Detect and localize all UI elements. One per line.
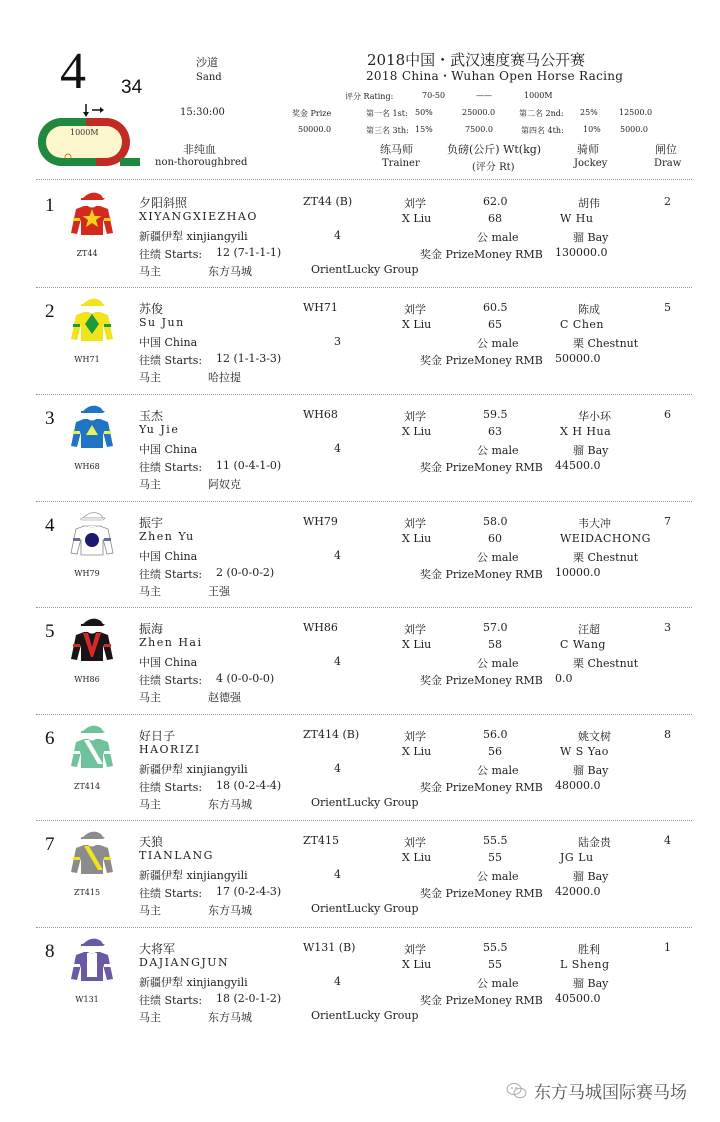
jockey-cn: 姚文树: [578, 730, 611, 743]
prize-money-label: 奖金 PrizeMoney RMB: [420, 461, 543, 474]
col-trainer-cn: 练马师: [380, 143, 413, 156]
horse-name-cn: 天狼: [139, 835, 164, 849]
trainer-en: X Liu: [402, 212, 432, 225]
horse-color: 栗 Chestnut: [573, 657, 639, 670]
prize-3-amount: 7500.0: [465, 125, 493, 134]
jockey-silk-icon: [70, 722, 114, 776]
class-cn: 非纯血: [183, 143, 216, 156]
prize-2-label: 第二名 2nd:: [519, 109, 564, 118]
silk-code: WH68: [74, 462, 100, 471]
entry-divider: [36, 394, 692, 395]
jockey-cn: 胡伟: [578, 197, 600, 210]
horse-sex: 公 male: [477, 977, 519, 990]
weight: 56.0: [483, 728, 508, 741]
rating: 60: [488, 532, 502, 545]
horse-sex: 公 male: [477, 551, 519, 564]
horse-name-en: Yu Jie: [139, 423, 180, 436]
trainer-cn: 刘学: [404, 410, 426, 423]
starts-value: 12 (1-1-3-3): [216, 352, 282, 365]
silk-code: ZT414: [73, 782, 101, 791]
silk-code: ZT415: [73, 888, 101, 897]
rating: 55: [488, 958, 502, 971]
starts-label: 往绩 Starts:: [139, 568, 203, 581]
col-weight-cn: 负磅(公斤) Wt(kg): [447, 143, 542, 156]
horse-sex: 公 male: [477, 764, 519, 777]
horse-origin: 新疆伊犁 xinjiangyili: [139, 869, 248, 882]
footer-brand: [506, 1078, 687, 1105]
jockey-silk-icon: [70, 295, 114, 349]
prize-money-value: 10000.0: [555, 566, 601, 579]
entry-number: 8: [45, 941, 55, 962]
jockey-en: L Sheng: [560, 958, 610, 971]
weight: 62.0: [483, 195, 508, 208]
horse-name-en: Zhen Hai: [139, 636, 203, 649]
class-en: non-thoroughbred: [155, 157, 248, 168]
prize-2-amount: 12500.0: [619, 108, 653, 117]
starts-value: 11 (0-4-1-0): [216, 459, 282, 472]
owner-cn: 哈拉提: [208, 371, 241, 384]
starts-value: 17 (0-2-4-3): [216, 885, 282, 898]
prize-money-value: 50000.0: [555, 352, 601, 365]
prize-money-value: 40500.0: [555, 992, 601, 1005]
owner-cn: 阿奴克: [208, 478, 241, 491]
starts-value: 12 (7-1-1-1): [216, 246, 282, 259]
rating-label: 评分 Rating:: [345, 92, 394, 101]
rating: 55: [488, 851, 502, 864]
race-entry: [0, 503, 720, 609]
prize-4-amount: 5000.0: [620, 125, 648, 134]
jockey-cn: 韦大冲: [578, 517, 611, 530]
owner-label: 马主: [139, 798, 161, 811]
silk-code: ZT44: [76, 249, 98, 258]
silk-code: W131: [75, 995, 99, 1004]
entry-divider: [36, 287, 692, 288]
col-draw-cn: 闸位: [655, 143, 677, 156]
draw: 1: [664, 941, 671, 954]
starts-value: 18 (2-0-1-2): [216, 992, 282, 1005]
horse-origin: 新疆伊犁 xinjiangyili: [139, 763, 248, 776]
entry-divider: [36, 607, 692, 608]
prize-money-label: 奖金 PrizeMoney RMB: [420, 568, 543, 581]
trainer-en: X Liu: [402, 638, 432, 651]
prize-2-pct: 25%: [580, 108, 598, 117]
jockey-silk-icon: [70, 402, 114, 456]
prize-4-pct: 10%: [583, 125, 601, 134]
prize-1-label: 第一名 1st:: [366, 109, 408, 118]
owner-label: 马主: [139, 904, 161, 917]
jockey-en: C Chen: [560, 318, 605, 331]
trainer-en: X Liu: [402, 851, 432, 864]
trainer-cn: 刘学: [404, 943, 426, 956]
owner-cn: 东方马城: [208, 1011, 252, 1024]
horse-name-en: DAJIANGJUN: [139, 956, 230, 969]
prize-money-value: 130000.0: [555, 246, 608, 259]
starts-label: 往绩 Starts:: [139, 248, 203, 261]
entry-number: 3: [45, 408, 55, 429]
trainer-cn: 刘学: [404, 303, 426, 316]
horse-code: ZT44 (B): [303, 195, 353, 208]
trainer-en: X Liu: [402, 745, 432, 758]
rating: 58: [488, 638, 502, 651]
weight: 60.5: [483, 301, 508, 314]
owner-cn: 赵德强: [208, 691, 241, 704]
owner-label: 马主: [139, 478, 161, 491]
owner-label: 马主: [139, 1011, 161, 1024]
jockey-en: WEIDACHONG: [560, 532, 651, 545]
starts-label: 往绩 Starts:: [139, 781, 203, 794]
surface-cn: 沙道: [196, 56, 218, 69]
owner-en: OrientLucky Group: [311, 902, 419, 915]
jockey-en: W S Yao: [560, 745, 609, 758]
horse-name-cn: 夕阳斜照: [139, 196, 188, 210]
weight: 55.5: [483, 834, 508, 847]
horse-origin: 中国 China: [139, 550, 198, 563]
race-entry: [0, 183, 720, 289]
prize-label: 奖金 Prize: [292, 109, 332, 118]
entry-number: 5: [45, 621, 55, 642]
prize-money-label: 奖金 PrizeMoney RMB: [420, 354, 543, 367]
silk-code: WH86: [74, 675, 100, 684]
title-en: 2018 China・Wuhan Open Horse Racing: [366, 69, 624, 83]
horse-origin: 中国 China: [139, 443, 198, 456]
starts-value: 2 (0-0-0-2): [216, 566, 275, 579]
horse-color: 骝 Bay: [573, 444, 609, 457]
owner-cn: 东方马城: [208, 265, 252, 278]
wechat-icon: [506, 1082, 528, 1105]
horse-origin: 新疆伊犁 xinjiangyili: [139, 230, 248, 243]
horse-name-cn: 玉杰: [139, 409, 164, 423]
prize-money-value: 0.0: [555, 672, 573, 685]
jockey-cn: 华小环: [578, 410, 611, 423]
horse-name-cn: 振海: [139, 622, 164, 636]
rating: 65: [488, 318, 502, 331]
entry-divider: [36, 501, 692, 502]
prize-money-value: 42000.0: [555, 885, 601, 898]
horse-color: 骝 Bay: [573, 870, 609, 883]
horse-name-en: XIYANGXIEZHAO: [139, 210, 258, 223]
prize-money-label: 奖金 PrizeMoney RMB: [420, 674, 543, 687]
prize-3-pct: 15%: [415, 125, 433, 134]
owner-cn: 东方马城: [208, 798, 252, 811]
col-draw-en: Draw: [654, 158, 682, 169]
owner-label: 马主: [139, 265, 161, 278]
prize-money-value: 48000.0: [555, 779, 601, 792]
horse-name-en: Zhen Yu: [139, 530, 195, 543]
draw: 7: [664, 515, 671, 528]
track-diagram: [34, 100, 142, 170]
jockey-silk-icon: [70, 189, 114, 243]
trainer-en: X Liu: [402, 318, 432, 331]
horse-code: W131 (B): [303, 941, 356, 954]
horse-sex: 公 male: [477, 870, 519, 883]
draw: 3: [664, 621, 671, 634]
col-trainer-en: Trainer: [382, 158, 420, 169]
starts-label: 往绩 Starts:: [139, 461, 203, 474]
horse-code: WH68: [303, 408, 338, 421]
trainer-cn: 刘学: [404, 197, 426, 210]
entry-divider: [36, 714, 692, 715]
jockey-silk-icon: [70, 828, 114, 882]
owner-en: OrientLucky Group: [311, 263, 419, 276]
owner-en: OrientLucky Group: [311, 796, 419, 809]
entry-number: 4: [45, 515, 55, 536]
prize-money-label: 奖金 PrizeMoney RMB: [420, 887, 543, 900]
weight: 58.0: [483, 515, 508, 528]
horse-color: 栗 Chestnut: [573, 337, 639, 350]
jockey-silk-icon: [70, 615, 114, 669]
race-entry: [0, 716, 720, 822]
race-entry: [0, 396, 720, 502]
entry-divider: [36, 820, 692, 821]
trainer-cn: 刘学: [404, 517, 426, 530]
starts-label: 往绩 Starts:: [139, 994, 203, 1007]
horse-code: ZT415: [303, 834, 339, 847]
col-weight-en: (评分 Rt): [472, 162, 515, 173]
owner-en: OrientLucky Group: [311, 1009, 419, 1022]
jockey-cn: 汪超: [578, 623, 600, 636]
trainer-cn: 刘学: [404, 730, 426, 743]
prize-money-label: 奖金 PrizeMoney RMB: [420, 781, 543, 794]
silk-code: WH71: [74, 355, 100, 364]
horse-name-en: Su Jun: [139, 316, 185, 329]
jockey-cn: 陆金贵: [578, 836, 611, 849]
prize-money-label: 奖金 PrizeMoney RMB: [420, 248, 543, 261]
horse-sex: 公 male: [477, 444, 519, 457]
horse-age: 4: [334, 229, 341, 242]
weight: 55.5: [483, 941, 508, 954]
horse-name-cn: 振宇: [139, 516, 164, 530]
track-distance: 1000M: [70, 128, 99, 137]
prize-money-label: 奖金 PrizeMoney RMB: [420, 994, 543, 1007]
weight: 59.5: [483, 408, 508, 421]
owner-label: 马主: [139, 585, 161, 598]
trainer-cn: 刘学: [404, 836, 426, 849]
horse-code: WH86: [303, 621, 338, 634]
rating: 56: [488, 745, 502, 758]
horse-name-cn: 好日子: [139, 729, 176, 743]
draw: 6: [664, 408, 671, 421]
surface-en: Sand: [196, 72, 222, 83]
owner-cn: 王强: [208, 585, 230, 598]
entry-number: 7: [45, 834, 55, 855]
race-entry: [0, 609, 720, 715]
horse-age: 4: [334, 762, 341, 775]
rating: 63: [488, 425, 502, 438]
prize-money-value: 44500.0: [555, 459, 601, 472]
entry-number: 2: [45, 301, 55, 322]
jockey-en: X H Hua: [560, 425, 612, 438]
horse-origin: 中国 China: [139, 656, 198, 669]
draw: 2: [664, 195, 671, 208]
header-divider: [36, 179, 692, 180]
horse-name-cn: 苏俊: [139, 302, 164, 316]
prize-total: 50000.0: [298, 125, 332, 134]
horse-color: 骝 Bay: [573, 231, 609, 244]
prize-1-amount: 25000.0: [462, 108, 496, 117]
title-cn: 2018中国・武汉速度赛马公开赛: [367, 51, 586, 69]
horse-sex: 公 male: [477, 231, 519, 244]
weight: 57.0: [483, 621, 508, 634]
horse-color: 骝 Bay: [573, 977, 609, 990]
entry-divider: [36, 927, 692, 928]
trainer-cn: 刘学: [404, 623, 426, 636]
horse-name-cn: 大将军: [139, 942, 176, 956]
starts-label: 往绩 Starts:: [139, 674, 203, 687]
horse-age: 3: [334, 335, 341, 348]
horse-age: 4: [334, 655, 341, 668]
horse-name-en: TIANLANG: [139, 849, 214, 862]
prize-4-label: 第四名 4th:: [521, 126, 564, 135]
prize-3-label: 第三名 3th:: [366, 126, 409, 135]
draw: 5: [664, 301, 671, 314]
trainer-en: X Liu: [402, 532, 432, 545]
owner-label: 马主: [139, 691, 161, 704]
horse-age: 4: [334, 442, 341, 455]
horse-origin: 新疆伊犁 xinjiangyili: [139, 976, 248, 989]
starts-value: 18 (0-2-4-4): [216, 779, 282, 792]
jockey-silk-icon: [70, 935, 114, 989]
race-entry: [0, 289, 720, 395]
horse-sex: 公 male: [477, 337, 519, 350]
owner-cn: 东方马城: [208, 904, 252, 917]
starts-label: 往绩 Starts:: [139, 354, 203, 367]
race-number: 4: [60, 43, 86, 100]
jockey-en: W Hu: [560, 212, 594, 225]
race-entry: [0, 929, 720, 1035]
horse-age: 4: [334, 868, 341, 881]
jockey-cn: 陈成: [578, 303, 600, 316]
race-time: 15:30:00: [180, 107, 225, 118]
horse-color: 骝 Bay: [573, 764, 609, 777]
race-distance: 1000M: [524, 91, 553, 100]
col-jockey-en: Jockey: [574, 158, 608, 169]
horse-color: 栗 Chestnut: [573, 551, 639, 564]
jockey-silk-icon: [70, 509, 114, 563]
horse-code: WH79: [303, 515, 338, 528]
jockey-cn: 胜利: [578, 943, 600, 956]
col-jockey-cn: 骑师: [577, 143, 599, 156]
silk-code: WH79: [74, 569, 100, 578]
starts-label: 往绩 Starts:: [139, 887, 203, 900]
entry-number: 1: [45, 195, 55, 216]
horse-age: 4: [334, 975, 341, 988]
jockey-en: JG Lu: [560, 851, 594, 864]
horse-age: 4: [334, 549, 341, 562]
trainer-en: X Liu: [402, 425, 432, 438]
race-entry: [0, 822, 720, 928]
horse-name-en: HAORIZI: [139, 743, 201, 756]
footer-brand-text: 东方马城国际赛马场: [534, 1083, 687, 1103]
race-sub-number: 34: [121, 77, 143, 98]
rating: 68: [488, 212, 502, 225]
trainer-en: X Liu: [402, 958, 432, 971]
draw: 4: [664, 834, 671, 847]
horse-sex: 公 male: [477, 657, 519, 670]
owner-label: 马主: [139, 371, 161, 384]
horse-code: WH71: [303, 301, 338, 314]
prize-1-pct: 50%: [415, 108, 433, 117]
jockey-en: C Wang: [560, 638, 606, 651]
rating-dash: ——: [476, 91, 492, 100]
entry-number: 6: [45, 728, 55, 749]
horse-code: ZT414 (B): [303, 728, 360, 741]
horse-origin: 中国 China: [139, 336, 198, 349]
starts-value: 4 (0-0-0-0): [216, 672, 275, 685]
rating-value: 70-50: [422, 91, 446, 100]
draw: 8: [664, 728, 671, 741]
